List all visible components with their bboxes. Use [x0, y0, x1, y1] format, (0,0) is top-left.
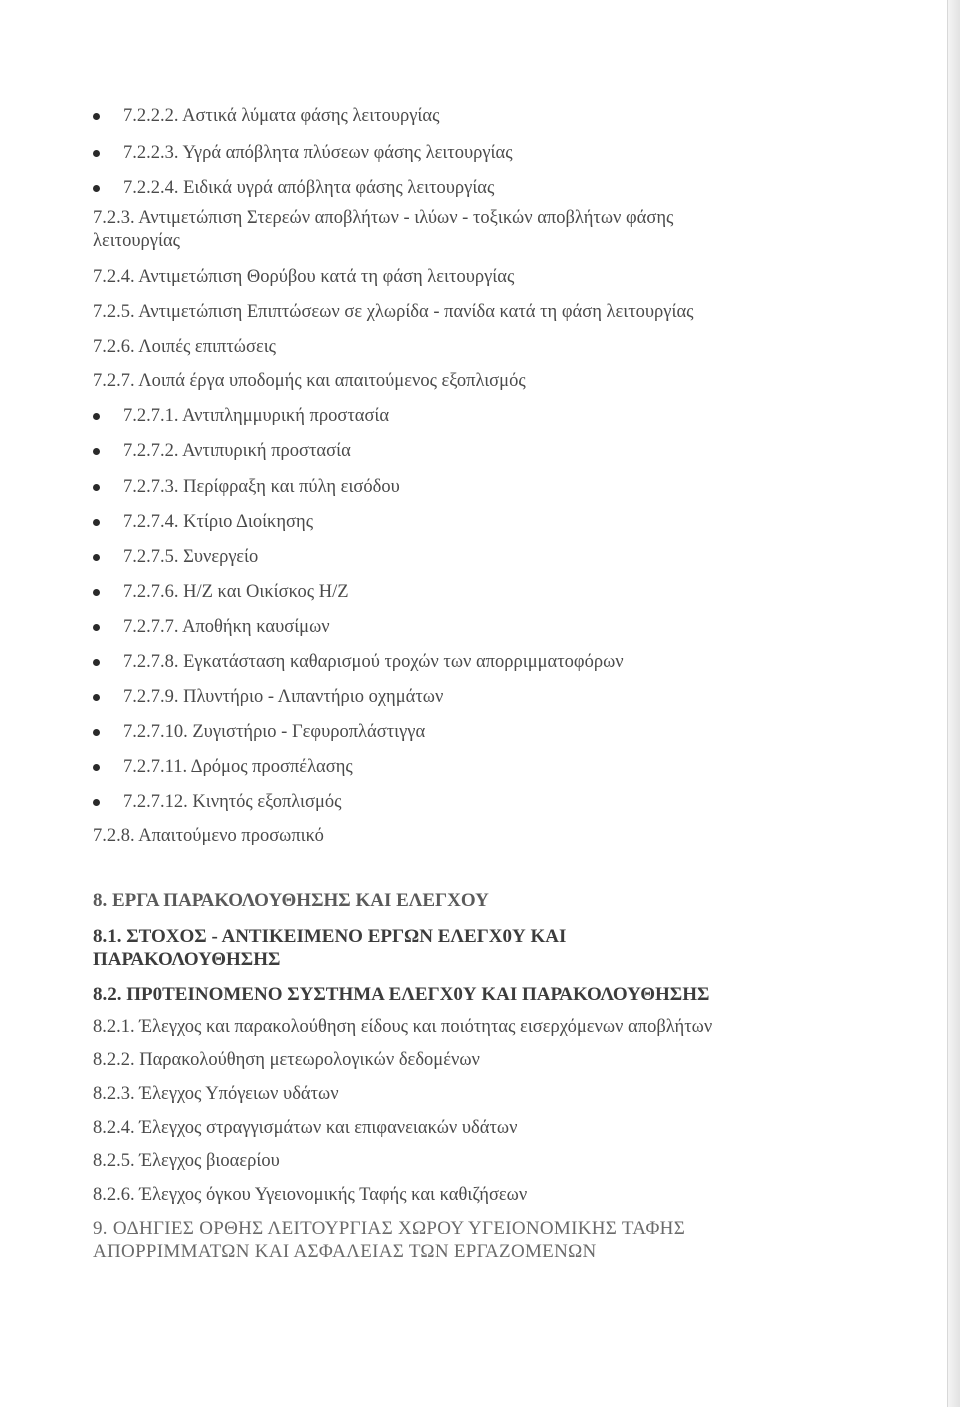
- list-item-text: 7.2.7.7. Αποθήκη καυσίμων: [123, 617, 330, 637]
- section-7-2-6: 7.2.6. Λοιπές επιπτώσεις: [93, 337, 277, 357]
- section-7-2-5: 7.2.5. Αντιμετώπιση Επιπτώσεων σε χλωρίδα - πανίδα κατά τη φάση λειτουργίας: [93, 302, 694, 322]
- bullet-icon: [93, 799, 100, 806]
- section-8-2-6: 8.2.6. Έλεγχος όγκου Υγειονομικής Ταφής και καθιζήσεων: [93, 1185, 528, 1205]
- list-item-text: 7.2.7.8. Εγκατάσταση καθαρισμού τροχών των απορριμματοφόρων: [123, 652, 624, 672]
- section-7-2-3-line2: λειτουργίας: [93, 231, 180, 251]
- bullet-icon: [93, 624, 100, 631]
- section-8-2-5: 8.2.5. Έλεγχος βιοαερίου: [93, 1151, 280, 1171]
- bullet-icon: [93, 448, 100, 455]
- list-item-text: 7.2.7.9. Πλυντήριο - Λιπαντήριο οχημάτων: [123, 687, 444, 707]
- section-7-2-8: 7.2.8. Απαιτούμενο προσωπικό: [93, 826, 324, 846]
- section-8-2-heading: 8.2. ΠΡ0ΤΕΙΝΟΜΕΝΟ ΣΥΣΤΗΜΑ ΕΛΕΓΧ0Υ ΚΑΙ ΠΑΡΑΚΟΛΟΥΘΗΣΗΣ: [93, 984, 710, 1005]
- bullet-icon: [93, 484, 100, 491]
- list-item-text: 7.2.7.2. Αντιπυρική προστασία: [123, 441, 351, 461]
- section-7-2-4: 7.2.4. Αντιμετώπιση Θορύβου κατά τη φάση λειτουργίας: [93, 267, 515, 287]
- list-item-text: 7.2.7.11. Δρόμος προσπέλασης: [123, 757, 353, 777]
- section-8-1-heading-line2: ΠΑΡΑΚΟΛΟΥΘΗΣΗΣ: [93, 949, 281, 970]
- bullet-icon: [93, 150, 100, 157]
- bullet-icon: [93, 185, 100, 192]
- list-item-text: 7.2.7.6. Η/Ζ και Οικίσκος Η/Ζ: [123, 582, 349, 602]
- chapter-8-heading: 8. ΕΡΓΑ ΠΑΡΑΚΟΛΟΥΘΗΣΗΣ ΚΑΙ ΕΛΕΓΧΟΥ: [93, 890, 489, 911]
- list-item-text: 7.2.7.4. Κτίριο Διοίκησης: [123, 512, 314, 532]
- list-item-text: 7.2.7.10. Ζυγιστήριο - Γεφυροπλάστιγγα: [123, 722, 426, 742]
- bullet-icon: [93, 659, 100, 666]
- page-edge-shadow: [947, 0, 960, 1407]
- list-item-text: 7.2.7.5. Συνεργείο: [123, 547, 259, 567]
- list-item-text: 7.2.2.4. Ειδικά υγρά απόβλητα φάσης λειτουργίας: [123, 178, 495, 198]
- bullet-icon: [93, 113, 100, 120]
- section-8-2-1: 8.2.1. Έλεγχος και παρακολούθηση είδους και ποιότητας εισερχόμενων αποβλήτων: [93, 1017, 713, 1037]
- bullet-icon: [93, 729, 100, 736]
- section-8-1-heading-line1: 8.1. ΣΤΟΧΟΣ - ΑΝΤΙΚΕΙΜΕΝΟ ΕΡΓΩΝ ΕΛΕΓΧ0Υ ΚΑΙ: [93, 926, 567, 947]
- list-item-text: 7.2.2.2. Αστικά λύματα φάσης λειτουργίας: [123, 106, 440, 126]
- bullet-icon: [93, 519, 100, 526]
- section-8-2-4: 8.2.4. Έλεγχος στραγγισμάτων και επιφανειακών υδάτων: [93, 1118, 518, 1138]
- section-7-2-3-line1: 7.2.3. Αντιμετώπιση Στερεών αποβλήτων - ιλύων - τοξικών αποβλήτων φάσης: [93, 208, 674, 228]
- list-item-text: 7.2.7.1. Αντιπλημμυρική προστασία: [123, 406, 390, 426]
- section-7-2-7: 7.2.7. Λοιπά έργα υποδομής και απαιτούμενος εξοπλισμός: [93, 371, 526, 391]
- section-8-2-2: 8.2.2. Παρακολούθηση μετεωρολογικών δεδομένων: [93, 1050, 480, 1070]
- bullet-icon: [93, 589, 100, 596]
- bullet-icon: [93, 413, 100, 420]
- list-item-text: 7.2.2.3. Υγρά απόβλητα πλύσεων φάσης λειτουργίας: [123, 143, 513, 163]
- section-8-2-3: 8.2.3. Έλεγχος Υπόγειων υδάτων: [93, 1084, 339, 1104]
- chapter-9-heading-line2: ΑΠΟΡΡΙΜΜΑΤΩΝ ΚΑΙ ΑΣΦΑΛΕΙΑΣ ΤΩΝ ΕΡΓΑΖΟΜΕΝΩΝ: [93, 1241, 597, 1262]
- bullet-icon: [93, 554, 100, 561]
- list-item-text: 7.2.7.3. Περίφραξη και πύλη εισόδου: [123, 477, 400, 497]
- list-item-text: 7.2.7.12. Κινητός εξοπλισμός: [123, 792, 342, 812]
- chapter-9-heading-line1: 9. ΟΔΗΓΙΕΣ ΟΡΘΗΣ ΛΕΙΤΟΥΡΓΙΑΣ ΧΩΡΟΥ ΥΓΕΙΟΝΟΜΙΚΗΣ ΤΑΦΗΣ: [93, 1218, 686, 1239]
- bullet-icon: [93, 764, 100, 771]
- bullet-icon: [93, 694, 100, 701]
